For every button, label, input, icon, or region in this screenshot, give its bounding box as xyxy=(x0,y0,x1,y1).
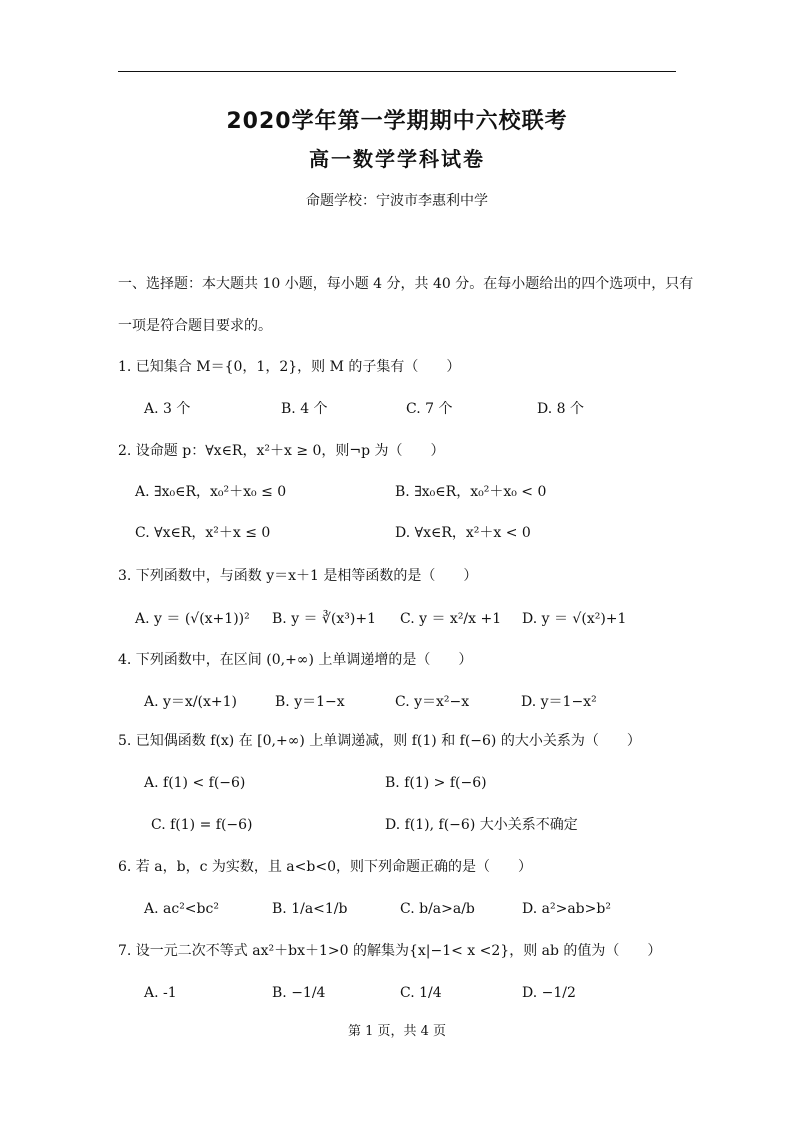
exam-subtitle: 高一数学学科试卷 xyxy=(309,147,485,171)
question-1-option-d: D. 8 个 xyxy=(537,401,584,417)
question-3-option-a: A. y ＝ (√(x+1))² xyxy=(135,611,250,627)
question-5-stem: 5. 已知偶函数 f(x) 在 [0,+∞) 上单调递减，则 f(1) 和 f(−6) 的大小关系为（ ） xyxy=(118,733,641,749)
question-7-option-a: A. -1 xyxy=(144,985,177,1001)
question-2-stem: 2. 设命题 p：∀x∈R，x²＋x ≥ 0，则¬p 为（ ） xyxy=(118,443,445,459)
question-5-option-a: A. f(1) < f(−6) xyxy=(144,775,246,791)
question-3-stem: 3. 下列函数中，与函数 y＝x＋1 是相等函数的是（ ） xyxy=(118,568,478,584)
question-3-option-d: D. y ＝ √(x²)+1 xyxy=(522,611,627,627)
question-5-option-b: B. f(1) > f(−6) xyxy=(385,775,487,791)
question-2-option-c: C. ∀x∈R，x²＋x ≤ 0 xyxy=(135,525,271,541)
question-1-option-a: A. 3 个 xyxy=(144,401,191,417)
question-4-option-c: C. y＝x²−x xyxy=(395,694,470,710)
section-intro-line1: 一、选择题：本大题共 10 小题，每小题 4 分，共 40 分。在每小题给出的四个选项中，只有 xyxy=(118,276,694,292)
question-6-option-d: D. a²>ab>b² xyxy=(522,901,611,917)
question-2-option-a: A. ∃x₀∈R，x₀²＋x₀ ≤ 0 xyxy=(135,484,287,500)
question-3-option-c: C. y ＝ x²/x +1 xyxy=(400,611,502,627)
question-6-option-b: B. 1/a<1/b xyxy=(272,901,348,917)
setting-school: 命题学校：宁波市李惠利中学 xyxy=(306,193,488,209)
question-6-option-c: C. b/a>a/b xyxy=(400,901,475,917)
question-4-option-b: B. y＝1−x xyxy=(275,694,345,710)
section-intro-line2: 一项是符合题目要求的。 xyxy=(118,318,272,334)
question-3-option-b: B. y ＝ ∛(x³)+1 xyxy=(272,611,376,627)
page-footer: 第 1 页，共 4 页 xyxy=(347,1024,447,1039)
question-1-option-c: C. 7 个 xyxy=(406,401,453,417)
question-5-option-d: D. f(1), f(−6) 大小关系不确定 xyxy=(385,817,578,833)
question-4-stem: 4. 下列函数中，在区间 (0,+∞) 上单调递增的是（ ） xyxy=(118,652,473,668)
question-4-option-a: A. y＝x/(x+1) xyxy=(144,694,237,710)
question-2-option-b: B. ∃x₀∈R，x₀²＋x₀ < 0 xyxy=(395,484,547,500)
question-1-stem: 1. 已知集合 M＝{0，1，2}，则 M 的子集有（ ） xyxy=(118,359,461,375)
question-1-option-b: B. 4 个 xyxy=(281,401,328,417)
question-2-option-d: D. ∀x∈R，x²＋x < 0 xyxy=(395,525,531,541)
question-7-stem: 7. 设一元二次不等式 ax²＋bx＋1>0 的解集为{x|−1< x <2}，则 ab 的值为（ ） xyxy=(118,943,662,959)
question-4-option-d: D. y＝1−x² xyxy=(521,694,597,710)
question-5-option-c: C. f(1) = f(−6) xyxy=(151,817,253,833)
question-6-option-a: A. ac²<bc² xyxy=(144,901,219,917)
header-rule xyxy=(118,71,676,72)
question-7-option-b: B. −1/4 xyxy=(272,985,326,1001)
question-7-option-c: C. 1/4 xyxy=(400,985,442,1001)
exam-title: 2020学年第一学期期中六校联考 xyxy=(226,109,568,134)
question-7-option-d: D. −1/2 xyxy=(522,985,576,1001)
question-6-stem: 6. 若 a，b，c 为实数，且 a<b<0，则下列命题正确的是（ ） xyxy=(118,859,532,875)
